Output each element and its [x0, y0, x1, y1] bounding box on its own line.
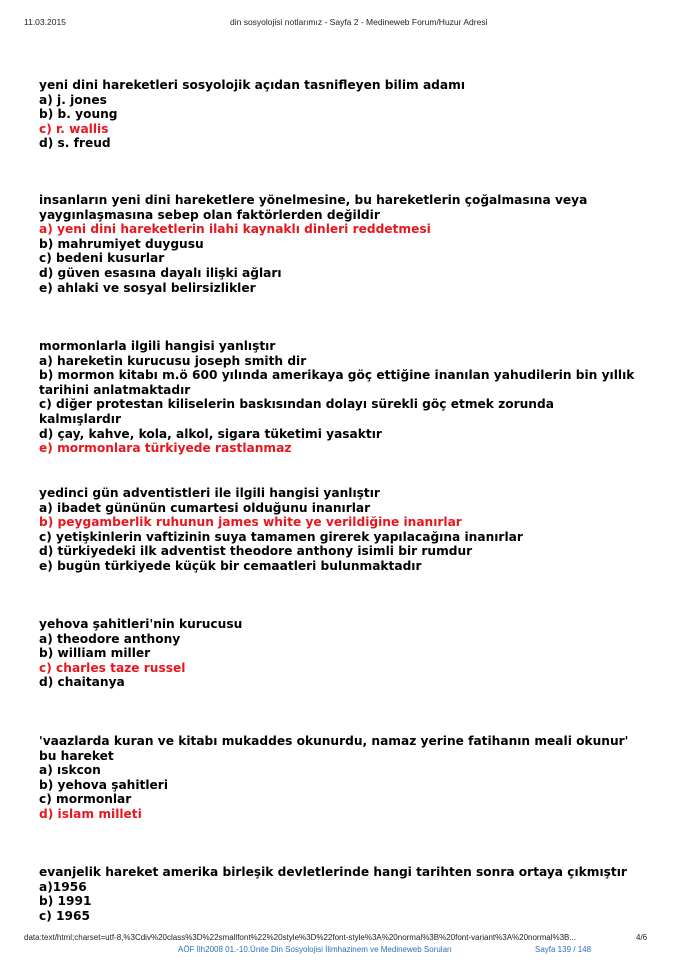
question-block	[39, 734, 639, 822]
answer-option: e) ahlaki ve sosyal belirsizlikler	[39, 280, 256, 295]
question-text: evanjelik hareket amerika birleşik devletlerinde hangi tarihten sonra ortaya çıkmıştır	[39, 865, 627, 879]
answer-option: b) yehova şahitleri	[39, 777, 168, 792]
question-text: mormonlarla ilgili hangisi yanlıştır	[39, 339, 276, 353]
answer-option: c) diğer protestan kiliselerin baskısından dolayı sürekli göç etmek zorunda kalmışlardır	[39, 397, 554, 426]
print-page-number: 4/6	[636, 933, 648, 942]
answer-option: a) hareketin kurucusu joseph smith dir	[39, 353, 307, 368]
question-block	[39, 617, 639, 690]
answer-option: d) türkiyedeki ilk adventist theodore anthony isimli bir rumdur	[39, 544, 473, 559]
question-block	[39, 193, 639, 295]
question-block	[39, 339, 639, 456]
print-url: data:text/html;charset=utf-8,%3Cdiv%20class%3D%22smallfont%22%20style%3D%22font-style%3A%20normal%3B%20font-variant%3A%20normal%3B...	[24, 933, 577, 942]
answer-option: d) chaitanya	[39, 675, 125, 690]
answer-option-correct: a) yeni dini hareketlerin ilahi kaynaklı dinleri reddetmesi	[39, 222, 431, 237]
answer-option: b) mormon kitabı m.ö 600 yılında amerikaya göç ettiğine inanılan yahudilerin bin yıllık tarihini anlatmaktadır	[39, 368, 635, 397]
answer-option: c) 1965	[39, 908, 90, 923]
answer-option: c) mormonlar	[39, 792, 132, 807]
answer-option: b) 1991	[39, 894, 92, 909]
answer-option: a)1956	[39, 879, 87, 894]
answer-option: d) s. freud	[39, 136, 111, 151]
answer-option: e) bugün türkiyede küçük bir cemaatleri bulunmaktadır	[39, 558, 422, 573]
question-text: yehova şahitleri'nin kurucusu	[39, 617, 243, 631]
question-text: yeni dini hareketleri sosyolojik açıdan tasnifleyen bilim adamı	[39, 78, 466, 92]
question-text: yedinci gün adventistleri ile ilgili hangisi yanlıştır	[39, 486, 380, 500]
question-block	[39, 865, 639, 923]
answer-option: c) yetişkinlerin vaftizinin suya tamamen girerek yapılacağına inanırlar	[39, 529, 523, 544]
answer-option: a) j. jones	[39, 92, 107, 107]
question-block	[39, 78, 639, 151]
print-title: din sosyolojisi notlarımız - Sayfa 2 - Medineweb Forum/Huzur Adresi	[230, 17, 488, 27]
answer-option: b) mahrumiyet duygusu	[39, 236, 204, 251]
answer-option-correct: c) r. wallis	[39, 121, 109, 136]
answer-option: c) bedeni kusurlar	[39, 251, 165, 266]
answer-option: b) b. young	[39, 107, 118, 122]
answer-option: a) ibadet gününün cumartesi olduğunu inanırlar	[39, 500, 371, 515]
question-text: 'vaazlarda kuran ve kitabı mukaddes okunurdu, namaz yerine fatihanın meali okunur' bu hareket	[39, 734, 629, 763]
document-page-count: Sayfa 139 / 148	[535, 945, 592, 954]
answer-option-correct: c) charles taze russel	[39, 660, 186, 675]
answer-option-correct: d) islam milleti	[39, 806, 142, 821]
question-block	[39, 486, 639, 574]
question-text: insanların yeni dini hareketlere yönelmesine, bu hareketlerin çoğalmasına veya yaygınlaşmasına sebep olan faktörlerden değildir	[39, 193, 588, 222]
print-date: 11.03.2015	[24, 17, 66, 27]
answer-option: a) ıskcon	[39, 763, 101, 778]
answer-option: d) çay, kahve, kola, alkol, sigara tüketimi yasaktır	[39, 426, 382, 441]
answer-option-correct: b) peygamberlik ruhunun james white ye verildiğine inanırlar	[39, 515, 462, 530]
document-source: AÖF İlh2008 01.-10.Ünite Din Sosyolojisi İlimhazinem ve Medineweb Soruları	[178, 945, 452, 954]
answer-option: d) güven esasına dayalı ilişki ağları	[39, 265, 282, 280]
answer-option-correct: e) mormonlara türkiyede rastlanmaz	[39, 441, 292, 456]
answer-option: b) william miller	[39, 646, 151, 661]
answer-option: a) theodore anthony	[39, 631, 181, 646]
